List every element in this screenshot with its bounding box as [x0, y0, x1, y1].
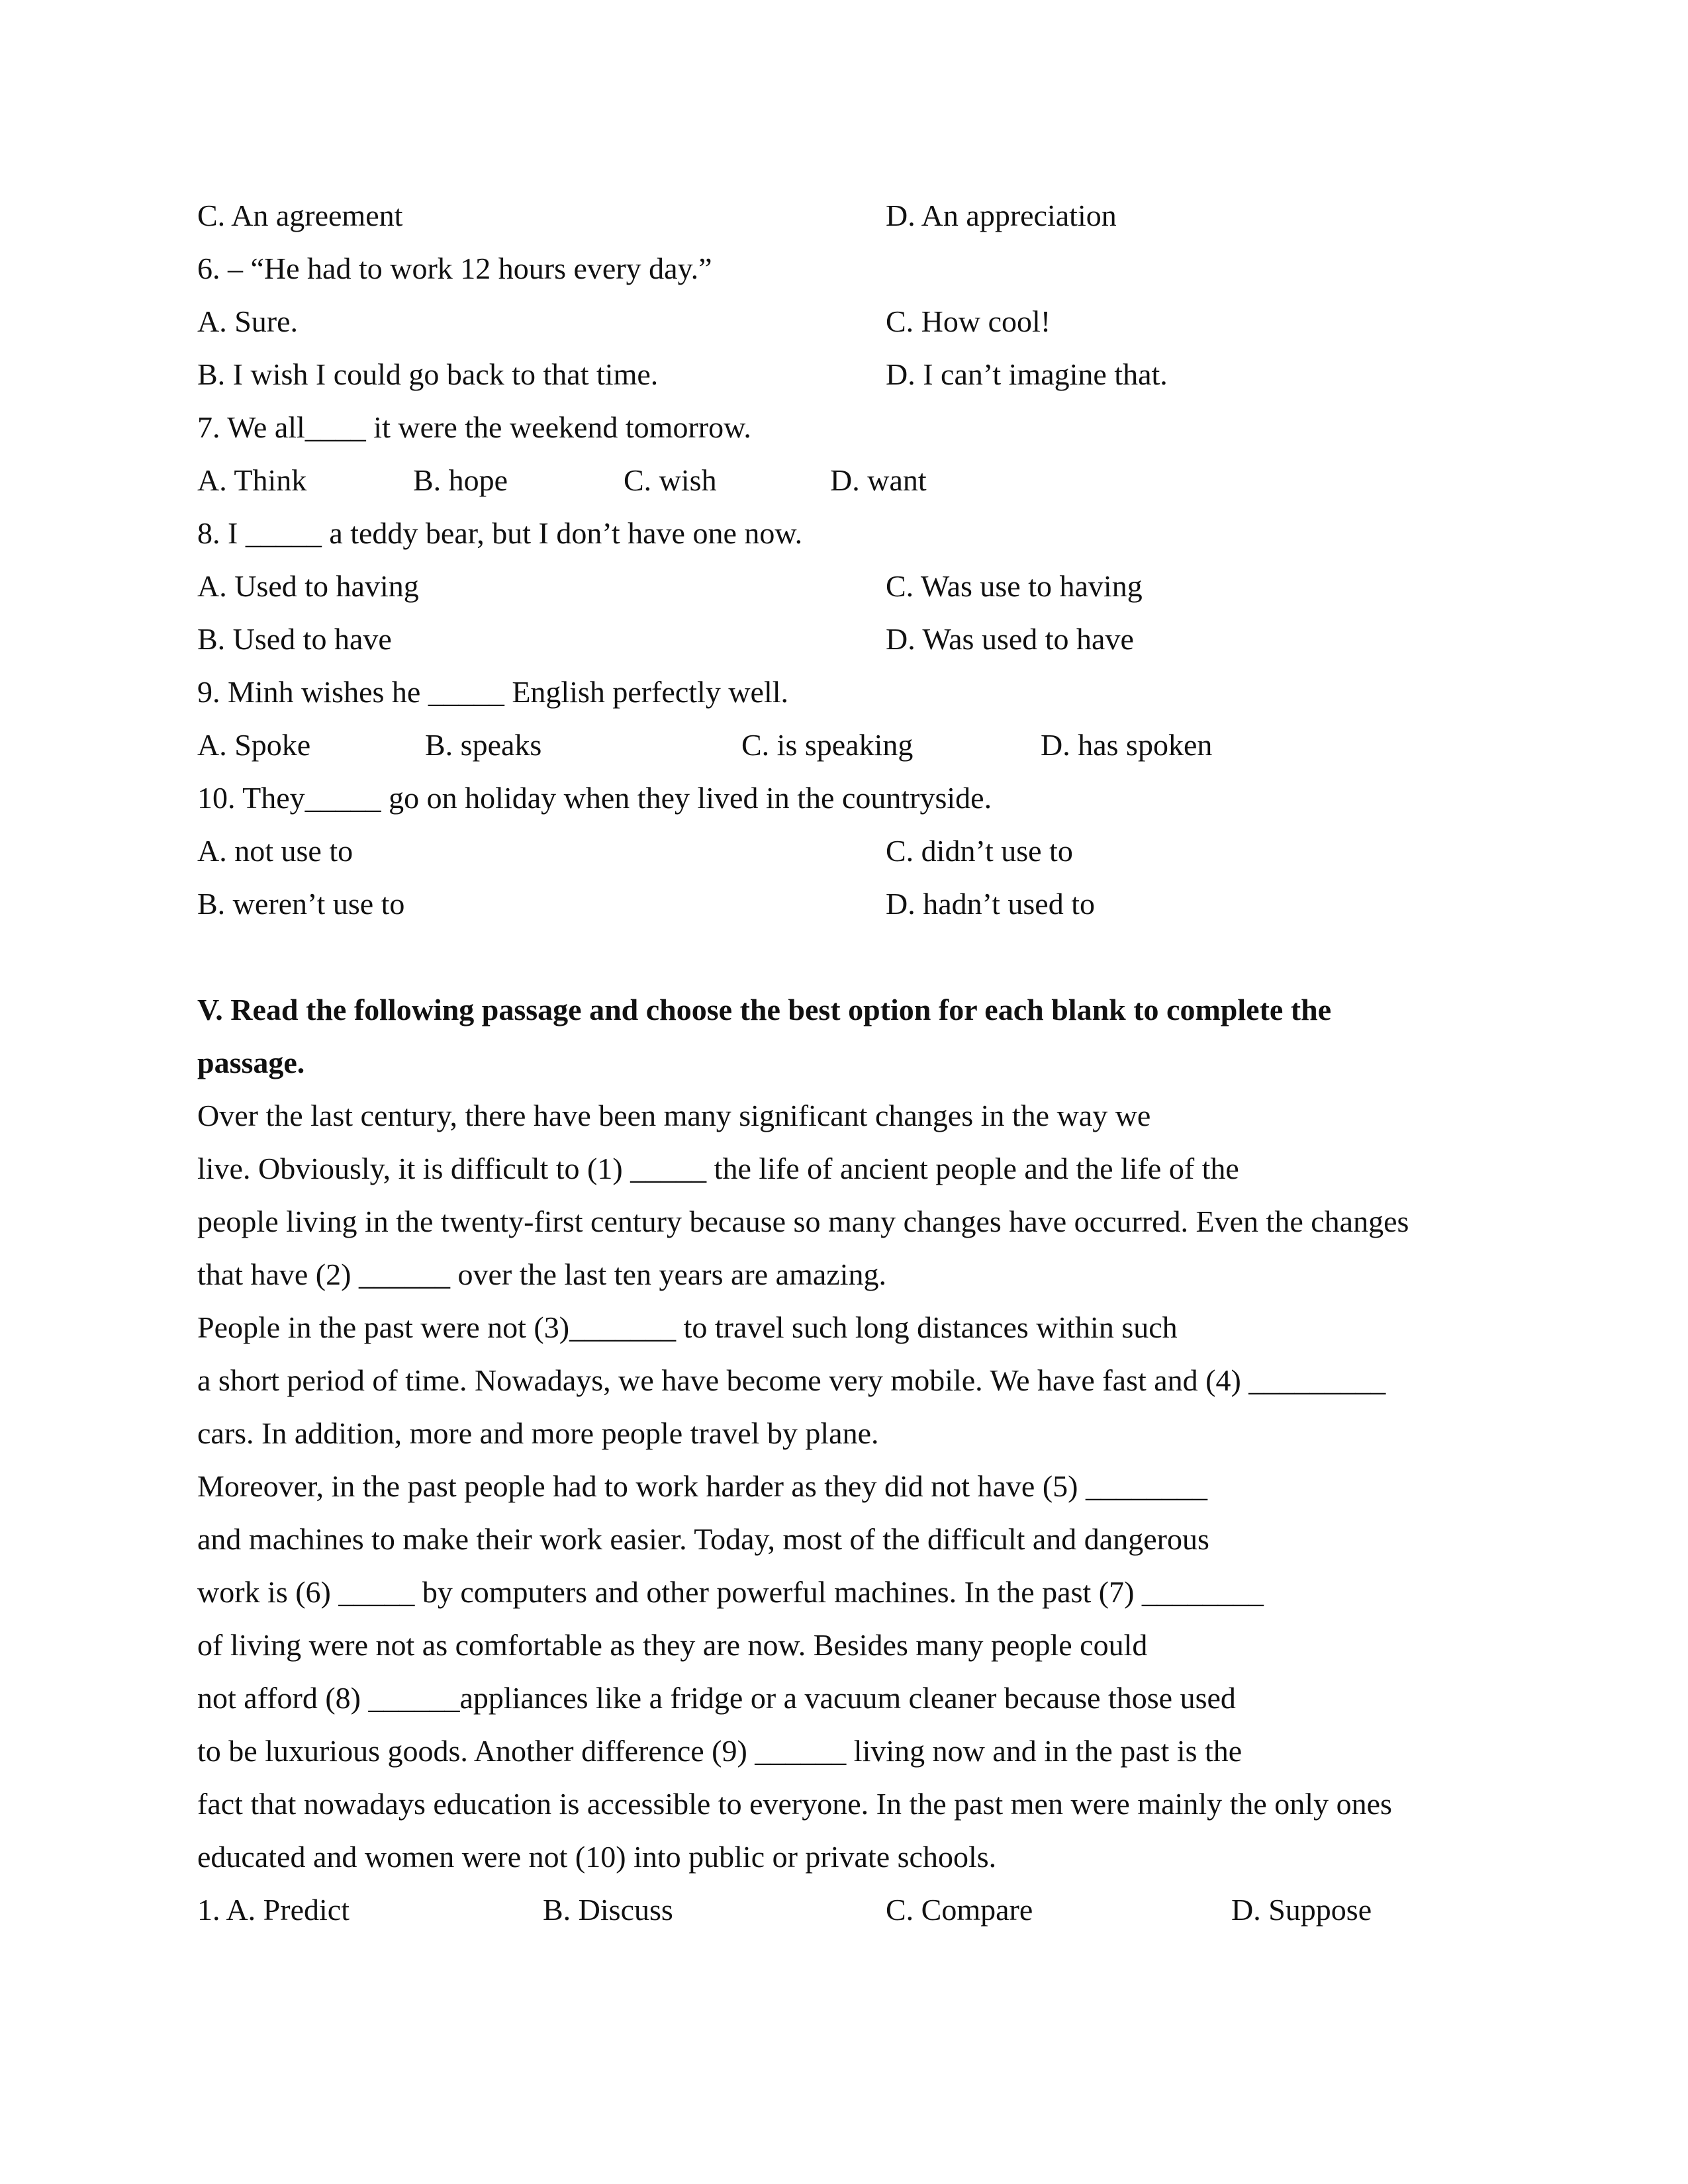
- q7-options-row: [197, 454, 1521, 507]
- q10-options-row-1: [197, 825, 1521, 878]
- passage-line: work is (6) _____ by computers and other powerful machines. In the past (7) ________: [197, 1575, 1264, 1609]
- section-v-heading-cont: passage.: [197, 1046, 305, 1079]
- option: C. Compare: [886, 1893, 1033, 1927]
- q10-options-row-2: [197, 878, 1521, 931]
- option: A. Spoke: [197, 728, 311, 762]
- option: A. not use to: [197, 834, 353, 868]
- passage-line: People in the past were not (3)_______ to travel such long distances within such: [197, 1310, 1178, 1344]
- passage-q1-options-row: [197, 1884, 1521, 1936]
- passage-line: of living were not as comfortable as they are now. Besides many people could: [197, 1628, 1148, 1662]
- passage-line: Moreover, in the past people had to work harder as they did not have (5) ________: [197, 1469, 1207, 1503]
- question-6-stem: 6. – “He had to work 12 hours every day.”: [197, 251, 712, 285]
- option: C. wish: [624, 463, 717, 497]
- option: 1. A. Predict: [197, 1893, 350, 1927]
- option: D. hadn’t used to: [886, 887, 1096, 921]
- q6-options-row-1: [197, 295, 1521, 348]
- option: C. is speaking: [741, 728, 914, 762]
- question-7-stem: 7. We all____ it were the weekend tomorrow.: [197, 410, 751, 444]
- option: C. How cool!: [886, 304, 1051, 338]
- option: A. Think: [197, 463, 307, 497]
- option: C. didn’t use to: [886, 834, 1073, 868]
- passage-line: fact that nowadays education is accessible to everyone. In the past men were mainly the only ones: [197, 1787, 1392, 1821]
- option: B. weren’t use to: [197, 887, 405, 921]
- q8-options-row-2: [197, 613, 1521, 666]
- passage-line: cars. In addition, more and more people travel by plane.: [197, 1416, 879, 1450]
- passage-line: and machines to make their work easier. Today, most of the difficult and dangerous: [197, 1522, 1209, 1556]
- option: D. Suppose: [1231, 1893, 1372, 1927]
- passage-line: to be luxurious goods. Another difference (9) ______ living now and in the past is the: [197, 1734, 1243, 1768]
- option: D. Was used to have: [886, 622, 1134, 656]
- passage-line: a short period of time. Nowadays, we have become very mobile. We have fast and (4) _________: [197, 1363, 1386, 1397]
- passage-line: that have (2) ______ over the last ten years are amazing.: [197, 1257, 886, 1291]
- q5-options-row: [197, 189, 1521, 242]
- option: B. Used to have: [197, 622, 392, 656]
- passage-line: Over the last century, there have been many significant changes in the way we: [197, 1099, 1151, 1132]
- passage-line: educated and women were not (10) into public or private schools.: [197, 1840, 997, 1874]
- option: A. Used to having: [197, 569, 419, 603]
- option: B. Discuss: [543, 1893, 673, 1927]
- passage-line: people living in the twenty-first century because so many changes have occurred. Even the changes: [197, 1205, 1409, 1238]
- question-10-stem: 10. They_____ go on holiday when they lived in the countryside.: [197, 781, 992, 815]
- option: C. Was use to having: [886, 569, 1143, 603]
- option: B. I wish I could go back to that time.: [197, 357, 659, 391]
- question-8-stem: 8. I _____ a teddy bear, but I don’t have one now.: [197, 516, 803, 550]
- option: C. An agreement: [197, 199, 403, 232]
- passage-line: live. Obviously, it is difficult to (1) _____ the life of ancient people and the life of the: [197, 1152, 1239, 1185]
- q8-options-row-1: [197, 560, 1521, 613]
- option: B. hope: [413, 463, 508, 497]
- option: D. I can’t imagine that.: [886, 357, 1168, 391]
- q9-options-row: [197, 719, 1521, 772]
- q6-options-row-2: [197, 348, 1521, 401]
- passage-line: not afford (8) ______appliances like a fridge or a vacuum cleaner because those used: [197, 1681, 1236, 1715]
- option: A. Sure.: [197, 304, 299, 338]
- option: D. has spoken: [1041, 728, 1213, 762]
- option: D. want: [830, 463, 927, 497]
- section-v-heading: V. Read the following passage and choose the best option for each blank to complete the: [197, 993, 1332, 1026]
- option: D. An appreciation: [886, 199, 1117, 232]
- option: B. speaks: [425, 728, 542, 762]
- question-9-stem: 9. Minh wishes he _____ English perfectly well.: [197, 675, 789, 709]
